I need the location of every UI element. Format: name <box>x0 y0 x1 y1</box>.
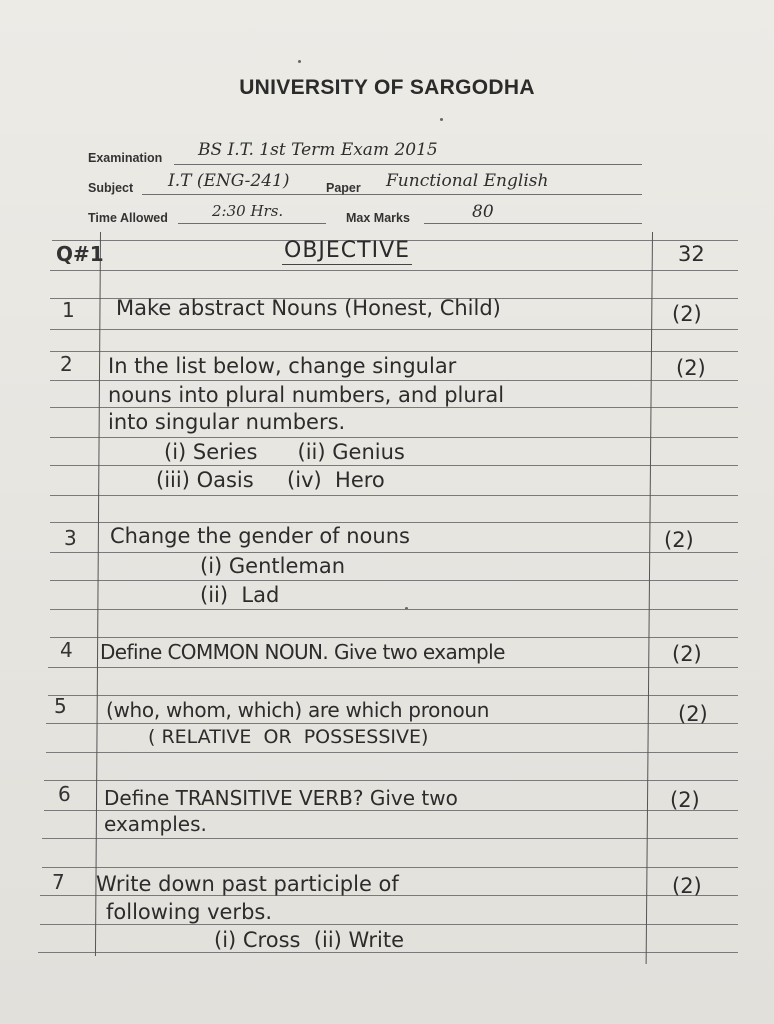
ruled-line <box>44 780 738 781</box>
question-number: 4 <box>60 638 73 662</box>
ruled-line <box>50 270 738 271</box>
examination-label: Examination <box>88 151 163 165</box>
question-text: (who, whom, which) are which pronoun <box>106 698 490 722</box>
university-title: UNIVERSITY OF SARGODHA <box>239 76 535 99</box>
ruled-line <box>48 695 738 696</box>
question-marks: (2) <box>678 702 708 726</box>
subject-label: Subject <box>88 181 134 195</box>
ruled-line <box>46 752 738 753</box>
question-text: Define TRANSITIVE VERB? Give two <box>104 786 458 810</box>
time-underline <box>178 223 326 224</box>
question-number: 7 <box>52 870 65 894</box>
ruled-line <box>50 437 738 438</box>
question-marks: (2) <box>672 874 702 898</box>
ruled-line <box>42 867 738 868</box>
max-marks-value: 80 <box>472 202 494 222</box>
time-allowed-value: 2:30 Hrs. <box>212 202 284 220</box>
ink-dot <box>298 60 301 63</box>
section-qnum: Q#1 <box>56 242 104 266</box>
question-text: (i) Cross (ii) Write <box>214 928 404 952</box>
subject-underline <box>142 194 642 195</box>
paper-value: Functional English <box>386 171 549 191</box>
question-text: Change the gender of nouns <box>110 524 410 548</box>
question-text: examples. <box>104 812 207 836</box>
max-marks-label: Max Marks <box>346 211 410 225</box>
question-marks: (2) <box>672 302 702 326</box>
question-number: 3 <box>64 526 77 550</box>
ruled-line <box>46 723 738 724</box>
ruled-line <box>44 810 738 811</box>
question-number: 6 <box>58 782 71 806</box>
ruled-line <box>50 329 738 330</box>
examination-value: BS I.T. 1st Term Exam 2015 <box>198 140 438 160</box>
left-margin-line <box>95 232 101 956</box>
section-marks: 32 <box>678 242 705 266</box>
question-text: Write down past participle of <box>96 872 399 896</box>
ruled-line <box>42 838 738 839</box>
question-text: (i) Series (ii) Genius <box>164 440 405 464</box>
subject-value: I.T (ENG-241) <box>168 171 290 191</box>
ruled-line <box>50 351 738 352</box>
question-text: following verbs. <box>106 900 273 924</box>
question-text: In the list below, change singular <box>108 354 457 378</box>
time-allowed-label: Time Allowed <box>88 211 168 225</box>
question-marks: (2) <box>676 356 706 380</box>
question-text: (iii) Oasis (iv) Hero <box>156 468 385 492</box>
paper-label: Paper <box>326 181 361 195</box>
right-margin-line <box>646 232 653 964</box>
question-number: 1 <box>62 298 75 322</box>
question-number: 2 <box>60 352 73 376</box>
ruled-line <box>50 609 738 610</box>
ruled-line <box>38 952 738 953</box>
ruled-line <box>50 552 738 553</box>
question-text: into singular numbers. <box>108 410 346 434</box>
ruled-line <box>50 380 738 381</box>
question-text: nouns into plural numbers, and plural <box>108 383 505 407</box>
question-text: Define COMMON NOUN. Give two example <box>100 640 505 664</box>
ruled-line <box>50 495 738 496</box>
ruled-line <box>50 465 738 466</box>
examination-underline <box>174 164 642 165</box>
question-text: Make abstract Nouns (Honest, Child) <box>116 296 501 320</box>
question-text: (ii) Lad <box>200 583 280 607</box>
ruled-line <box>50 580 738 581</box>
ruled-line <box>40 924 738 925</box>
question-number: 5 <box>54 694 67 718</box>
ruled-line <box>50 522 738 523</box>
ruled-line <box>50 407 738 408</box>
ruled-line <box>48 667 738 668</box>
ink-dot <box>440 118 443 121</box>
question-text: ( RELATIVE OR POSSESSIVE) <box>148 726 429 748</box>
question-marks: (2) <box>664 528 694 552</box>
ruled-line <box>50 637 738 638</box>
question-text: (i) Gentleman <box>200 554 346 578</box>
question-marks: (2) <box>672 642 702 666</box>
question-marks: (2) <box>670 788 700 812</box>
max-marks-underline <box>424 223 642 224</box>
section-title: OBJECTIVE <box>284 238 411 263</box>
